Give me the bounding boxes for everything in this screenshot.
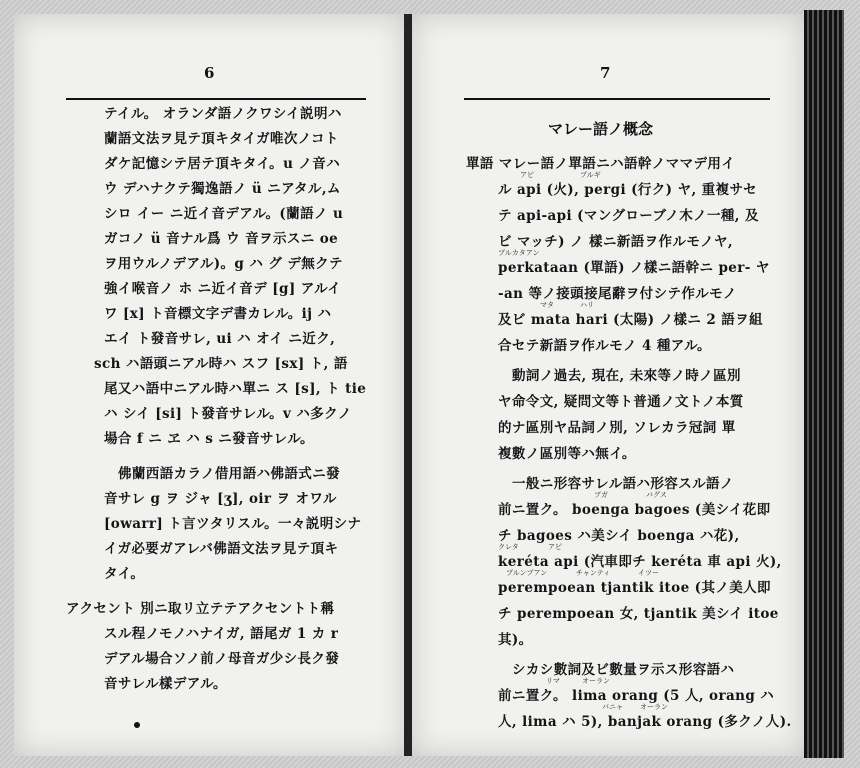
text-line: ガコノ ü 音ナル爲 ウ 音ヲ示スニ oe [104, 231, 339, 247]
text-line: 合セテ新語ヲ作ルモノ 4 種アル。 [498, 338, 711, 354]
text-line: 的ナ區別ヤ品詞ノ別, ソレカラ冠詞 單 [498, 420, 736, 436]
text-line: デアル場合ソノ前ノ母音ガ少シ長ク發 [104, 651, 340, 667]
ruby-reading: クレタ [498, 543, 519, 551]
text-line: ハ シイ [si] ト發音サレル。v ハ多クノ [104, 406, 352, 422]
ruby-reading: プルンプアン [506, 569, 548, 577]
text-line: チ perempoean 女, tjantik 美シイ itoe [498, 606, 779, 622]
ruby-reading: バニャ [602, 703, 623, 711]
text-line: perempoean tjantik itoe (其ノ美人即 [498, 580, 771, 596]
text-line: 動詞ノ過去, 現在, 未來等ノ時ノ區別 [512, 368, 741, 384]
ruby-reading: アピ [520, 171, 534, 179]
text-line: 及ビ mata hari (太陽) ノ樣ニ 2 語ヲ組 [498, 312, 763, 328]
text-line: タイ。 [104, 566, 145, 582]
ruby-reading: チャンティ [576, 569, 611, 577]
text-line: ル api (火), pergi (行ク) ヤ, 重複サセ [498, 182, 758, 198]
ruby-reading: アピ [548, 543, 562, 551]
ruby-reading: マタ [540, 301, 554, 309]
text-line: [owarr] ト言ツタリスル。一々説明シナ [104, 516, 362, 532]
header-rule [66, 98, 366, 100]
header-rule [464, 98, 770, 100]
ruby-reading: プルカタアン [498, 249, 540, 257]
ruby-reading: バグス [646, 491, 667, 499]
text-line: 蘭語文法ヲ見テ頂キタイガ唯次ノコト [104, 131, 339, 147]
page-edges [804, 10, 844, 758]
ruby-reading: イツー [638, 569, 659, 577]
text-line: ワ [x] ト音標文字デ書カレル。ij ハ [104, 306, 332, 322]
ruby-reading: ブガ [594, 491, 608, 499]
section-heading-accent: アクセント 別ニ取リ立テテアクセントト稱 [66, 601, 335, 617]
text-line: スル程ノモノハナイガ, 語尾ガ 1 カ r [104, 626, 339, 642]
text-line: keréta api (汽車即チ keréta 車 api 火), [498, 554, 782, 570]
text-line: ウ デハナクテ獨逸語ノ ü ニアタル,ム [104, 181, 341, 197]
text-line: エイ ト發音サレ, ui ハ オイ ニ近ク, [104, 331, 336, 347]
text-line: perkataan (單語) ノ樣ニ語幹ニ per- ヤ [498, 260, 770, 276]
text-line: 人, lima ハ 5), banjak orang (多クノ人). [498, 714, 792, 730]
ruby-reading: オーラン [640, 703, 668, 711]
chapter-heading: マレー語ノ概念 [548, 120, 654, 138]
text-line: 尾又ハ語中ニアル時ハ單ニ ス [s], ト tie [104, 381, 367, 397]
text-line: チ bagoes ハ美シイ boenga ハ花), [498, 528, 740, 544]
left-page [14, 14, 406, 756]
ink-spot [134, 722, 140, 728]
text-line: ビ マッチ) ノ 樣ニ新語ヲ作ルモノヤ, [498, 234, 734, 250]
text-line: 場合 f ニ ヱ ハ s ニ發音サレル。 [104, 431, 314, 447]
text-line: 單語 マレー語ノ單語ニハ語幹ノママデ用イ [466, 156, 736, 172]
text-line: シロ イー ニ近イ音デアル。(蘭語ノ u [104, 206, 344, 222]
text-line: ヲ用ウルノデアル)。g ハ グ デ無クテ [104, 256, 343, 272]
text-line: テイル。 オランダ語ノクワシイ説明ハ [104, 106, 342, 122]
text-line: 前ニ置ク。 boenga bagoes (美シイ花即 [498, 502, 771, 518]
text-line: 音サレ g ヲ ジャ [ʒ], oir ヲ オワル [104, 491, 337, 507]
text-line: ヤ命令文, 疑問文等ト普通ノ文トノ本質 [498, 394, 744, 410]
ruby-reading: プルギ [580, 171, 601, 179]
text-line: シカシ數詞及ビ數量ヲ示ス形容語ハ [512, 662, 735, 678]
text-line: ダケ記憶シテ居テ頂キタイ。u ノ音ハ [104, 156, 341, 172]
ruby-reading: リマ [546, 677, 560, 685]
text-line: 強イ喉音ノ ホ ニ近イ音デ [g] アルイ [104, 281, 342, 297]
text-line: -an 等ノ接頭接尾辭ヲ付シテ作ルモノ [498, 286, 737, 302]
ruby-reading: ハリ [580, 301, 594, 309]
page-number: 7 [600, 64, 611, 82]
text-line: テ api-api (マングローブノ木ノ一種, 及 [498, 208, 759, 224]
right-page [412, 14, 804, 756]
text-line: 前ニ置ク。 lima orang (5 人, orang ハ [498, 688, 775, 704]
text-line: 其)。 [498, 632, 533, 648]
text-line: イガ必要ガアレバ佛語文法ヲ見テ頂キ [104, 541, 339, 557]
text-line: 佛蘭西語カラノ借用語ハ佛語式ニ發 [118, 466, 340, 482]
text-line: 複數ノ區別等ハ無イ。 [498, 446, 636, 462]
text-line: sch ハ語頭ニアル時ハ スフ [sx] ト, 語 [94, 356, 348, 372]
ruby-reading: オーラン [582, 677, 610, 685]
text-line: 音サレル樣デアル。 [104, 676, 227, 692]
page-number: 6 [204, 64, 215, 82]
text-line: 一般ニ形容サレル語ハ形容スル語ノ [512, 476, 734, 492]
